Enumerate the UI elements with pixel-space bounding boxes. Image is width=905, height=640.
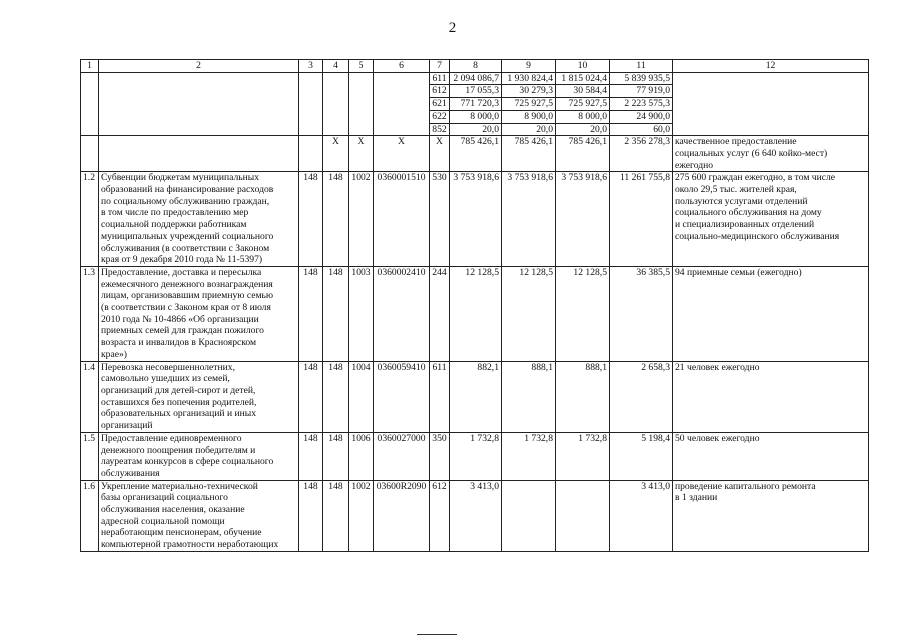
value-cell: 20,0 — [450, 123, 502, 136]
value-cell: 785 426,1 — [450, 136, 502, 172]
value-cell: 24 900,0 — [610, 110, 673, 123]
value-cell: 888,1 — [502, 361, 556, 432]
value-cell: 30 279,3 — [502, 85, 556, 98]
value-cell: 5 839 935,5 — [610, 72, 673, 85]
result-cell: проведение капитального ремонта в 1 здании — [673, 480, 869, 551]
table-row — [81, 480, 869, 551]
code-cell: 0360027000 — [374, 432, 430, 480]
value-cell — [502, 480, 556, 551]
header-cell: 1 — [81, 60, 99, 73]
code-cell: 244 — [430, 266, 450, 361]
empty-cell — [99, 72, 299, 136]
value-cell: 3 413,0 — [450, 480, 502, 551]
value-cell: 17 055,3 — [450, 85, 502, 98]
header-cell: 8 — [450, 60, 502, 73]
result-cell: 94 приемные семьи (ежегодно) — [673, 266, 869, 361]
value-cell: 1 732,8 — [556, 432, 610, 480]
empty-cell — [374, 72, 430, 136]
value-cell: 3 753 918,6 — [556, 172, 610, 267]
code-cell: 1002 — [349, 480, 374, 551]
value-cell: 725 927,5 — [502, 98, 556, 111]
code-cell: 148 — [323, 432, 349, 480]
empty-cell — [673, 72, 869, 136]
empty-cell — [299, 136, 323, 172]
value-cell: 8 900,0 — [502, 110, 556, 123]
x-cell: X — [430, 136, 450, 172]
value-cell: 1 732,8 — [502, 432, 556, 480]
value-cell: 12 128,5 — [556, 266, 610, 361]
value-cell: 3 413,0 — [610, 480, 673, 551]
value-cell — [556, 480, 610, 551]
code-cell: 148 — [299, 266, 323, 361]
value-cell: 3 753 918,6 — [450, 172, 502, 267]
vr-cell: 852 — [430, 123, 450, 136]
vr-cell: 612 — [430, 85, 450, 98]
value-cell: 2 094 086,7 — [450, 72, 502, 85]
header-cell: 12 — [673, 60, 869, 73]
empty-cell — [349, 72, 374, 136]
description-cell: Предоставление, доставка и пересылка ежемесячного денежного вознаграждения лицам, организовавшим приемную семью (в соответствии с Законом края от 8 июля 2010 года № 10-4866 «Об организации приемных семей для граждан пожилого возраста и инвалидов в Красноярском крае») — [99, 266, 299, 361]
table-row — [81, 172, 869, 267]
value-cell: 20,0 — [556, 123, 610, 136]
value-cell: 785 426,1 — [556, 136, 610, 172]
value-cell: 2 223 575,3 — [610, 98, 673, 111]
row-number: 1.2 — [81, 172, 99, 267]
description-cell: Перевозка несовершеннолетних, самовольно ушедших из семей, организаций для детей-сирот и детей, оставшихся без попечения родителей, образовательных организаций и иных организаций — [99, 361, 299, 432]
description-cell: Предоставление единовременного денежного поощрения победителям и лауреатам конкурсов в сфере социального обслуживания — [99, 432, 299, 480]
code-cell: 148 — [323, 266, 349, 361]
table-row — [81, 432, 869, 480]
header-cell: 4 — [323, 60, 349, 73]
vr-cell: 622 — [430, 110, 450, 123]
value-cell: 2 658,3 — [610, 361, 673, 432]
value-cell: 11 261 755,8 — [610, 172, 673, 267]
value-cell: 77 919,0 — [610, 85, 673, 98]
empty-cell — [323, 72, 349, 136]
header-cell: 2 — [99, 60, 299, 73]
code-cell: 1003 — [349, 266, 374, 361]
empty-cell — [81, 136, 99, 172]
code-cell: 148 — [299, 432, 323, 480]
vr-cell: 611 — [430, 72, 450, 85]
value-cell: 3 753 918,6 — [502, 172, 556, 267]
vr-cell: 621 — [430, 98, 450, 111]
header-cell: 11 — [610, 60, 673, 73]
description-cell: Субвенции бюджетам муниципальных образований на финансирование расходов по социальному обслуживанию граждан, в том числе по предоставлению мер социальной поддержки работникам муниципальных учреждений социального обслуживания (в соответствии с Законом края от 9 декабря 2010 года № 11-5397) — [99, 172, 299, 267]
code-cell: 148 — [299, 480, 323, 551]
value-cell: 60,0 — [610, 123, 673, 136]
code-cell: 148 — [299, 172, 323, 267]
code-cell: 612 — [430, 480, 450, 551]
value-cell: 2 356 278,3 — [610, 136, 673, 172]
header-cell: 10 — [556, 60, 610, 73]
x-cell: X — [349, 136, 374, 172]
value-cell: 12 128,5 — [450, 266, 502, 361]
budget-table — [80, 59, 869, 552]
header-cell: 7 — [430, 60, 450, 73]
total-row — [81, 136, 869, 172]
header-cell: 6 — [374, 60, 430, 73]
table-row — [81, 361, 869, 432]
empty-cell — [299, 72, 323, 136]
empty-cell — [99, 136, 299, 172]
code-cell: 0360001510 — [374, 172, 430, 267]
description-cell: Укрепление материально-технической базы организаций социального обслуживания населения, оказание адресной социальной помощи неработающим пенсионерам, обучение компьютерной грамотности неработающих — [99, 480, 299, 551]
code-cell: 1006 — [349, 432, 374, 480]
code-cell: 1002 — [349, 172, 374, 267]
header-cell: 3 — [299, 60, 323, 73]
code-cell: 03600R2090 — [374, 480, 430, 551]
value-cell: 725 927,5 — [556, 98, 610, 111]
value-cell: 1 732,8 — [450, 432, 502, 480]
header-cell: 5 — [349, 60, 374, 73]
value-cell: 20,0 — [502, 123, 556, 136]
value-cell: 12 128,5 — [502, 266, 556, 361]
value-cell: 36 385,5 — [610, 266, 673, 361]
value-cell: 1 815 024,4 — [556, 72, 610, 85]
x-cell: X — [323, 136, 349, 172]
result-cell: 21 человек ежегодно — [673, 361, 869, 432]
code-cell: 530 — [430, 172, 450, 267]
code-cell: 148 — [323, 172, 349, 267]
result-cell: 50 человек ежегодно — [673, 432, 869, 480]
code-cell: 1004 — [349, 361, 374, 432]
row-number: 1.4 — [81, 361, 99, 432]
code-cell: 148 — [323, 480, 349, 551]
value-cell: 8 000,0 — [450, 110, 502, 123]
value-cell: 30 584,4 — [556, 85, 610, 98]
header-row — [81, 60, 869, 73]
value-cell: 8 000,0 — [556, 110, 610, 123]
row-number: 1.6 — [81, 480, 99, 551]
table-row — [81, 72, 869, 85]
value-cell: 785 426,1 — [502, 136, 556, 172]
code-cell: 611 — [430, 361, 450, 432]
result-cell: качественное предоставление социальных услуг (6 640 койко-мест) ежегодно — [673, 136, 869, 172]
value-cell: 1 930 824,4 — [502, 72, 556, 85]
code-cell: 350 — [430, 432, 450, 480]
row-number: 1.5 — [81, 432, 99, 480]
header-cell: 9 — [502, 60, 556, 73]
result-cell: 275 600 граждан ежегодно, в том числе около 29,5 тыс. жителей края, пользуются услугами отделений социального обслуживания на дому и специализированных отделений социально-медицинского обслуживания — [673, 172, 869, 267]
code-cell: 148 — [299, 361, 323, 432]
table-row — [81, 266, 869, 361]
value-cell: 888,1 — [556, 361, 610, 432]
footer-divider — [417, 634, 457, 635]
code-cell: 148 — [323, 361, 349, 432]
code-cell: 0360059410 — [374, 361, 430, 432]
empty-cell — [81, 72, 99, 136]
value-cell: 882,1 — [450, 361, 502, 432]
x-cell: X — [374, 136, 430, 172]
page-number: 2 — [448, 20, 457, 36]
code-cell: 0360002410 — [374, 266, 430, 361]
row-number: 1.3 — [81, 266, 99, 361]
value-cell: 5 198,4 — [610, 432, 673, 480]
value-cell: 771 720,3 — [450, 98, 502, 111]
